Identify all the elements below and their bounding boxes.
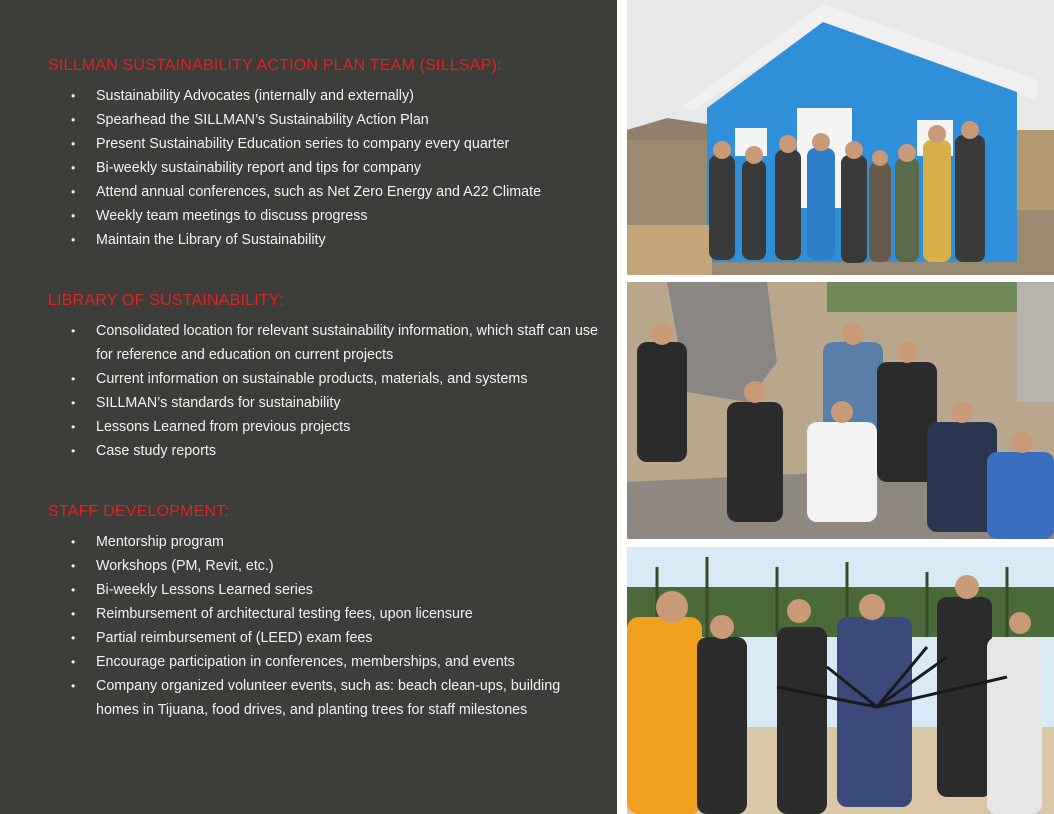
bullet-icon: •	[71, 535, 76, 549]
section-heading: LIBRARY OF SUSTAINABILITY:	[48, 292, 284, 309]
bullet-icon: •	[71, 372, 76, 386]
list-item: • Current information on sustainable products, materials, and systems	[48, 367, 598, 391]
bullet-icon: •	[71, 583, 76, 597]
bullet-icon: •	[71, 89, 76, 103]
bullet-icon: •	[71, 559, 76, 573]
list-item: • Company organized volunteer events, such as: beach clean-ups, building homes in Tijuana, food drives, and planting trees for staff milestones	[48, 674, 598, 722]
list-item: • Maintain the Library of Sustainability	[48, 228, 598, 252]
section-library	[48, 291, 598, 463]
list-item: • Sustainability Advocates (internally and externally)	[48, 84, 598, 108]
bullet-icon: •	[71, 209, 76, 223]
section-sillsap	[48, 56, 598, 252]
section-staff-development	[48, 502, 598, 722]
bullet-icon: •	[71, 396, 76, 410]
team-logs-photo	[627, 282, 1054, 539]
bullet-icon: •	[71, 655, 76, 669]
list-item: • Bi-weekly sustainability report and tips for company	[48, 156, 598, 180]
list-item: • Mentorship program	[48, 530, 598, 554]
bullet-list	[48, 319, 598, 463]
bullet-icon: •	[71, 185, 76, 199]
bullet-list	[48, 530, 598, 722]
bullet-icon: •	[71, 137, 76, 151]
section-heading: SILLMAN SUSTAINABILITY ACTION PLAN TEAM (SILLSAP):	[48, 57, 502, 74]
bullet-icon: •	[71, 420, 76, 434]
list-item: • Present Sustainability Education series to company every quarter	[48, 132, 598, 156]
list-item: • Bi-weekly Lessons Learned series	[48, 578, 598, 602]
list-item: • Reimbursement of architectural testing fees, upon licensure	[48, 602, 598, 626]
bullet-list	[48, 84, 598, 252]
bullet-icon: •	[71, 113, 76, 127]
team-house-photo	[627, 0, 1054, 275]
bullet-icon: •	[71, 233, 76, 247]
bullet-icon: •	[71, 607, 76, 621]
list-item: • Case study reports	[48, 439, 598, 463]
bullet-icon: •	[71, 631, 76, 645]
section-heading: STAFF DEVELOPMENT:	[48, 503, 230, 520]
list-item: • Workshops (PM, Revit, etc.)	[48, 554, 598, 578]
list-item: • Spearhead the SILLMAN’s Sustainability Action Plan	[48, 108, 598, 132]
bullet-icon: •	[71, 679, 76, 693]
bullet-icon: •	[71, 444, 76, 458]
bullet-icon: •	[71, 161, 76, 175]
beach-cleanup-photo	[627, 547, 1054, 814]
list-item: • Lessons Learned from previous projects	[48, 415, 598, 439]
list-item: • Attend annual conferences, such as Net Zero Energy and A22 Climate	[48, 180, 598, 204]
list-item: • Weekly team meetings to discuss progress	[48, 204, 598, 228]
list-item: • Consolidated location for relevant sustainability information, which staff can use for reference and education on current projects	[48, 319, 598, 367]
bullet-icon: •	[71, 324, 76, 338]
list-item: • Partial reimbursement of (LEED) exam fees	[48, 626, 598, 650]
list-item: • Encourage participation in conferences, memberships, and events	[48, 650, 598, 674]
list-item: • SILLMAN’s standards for sustainability	[48, 391, 598, 415]
